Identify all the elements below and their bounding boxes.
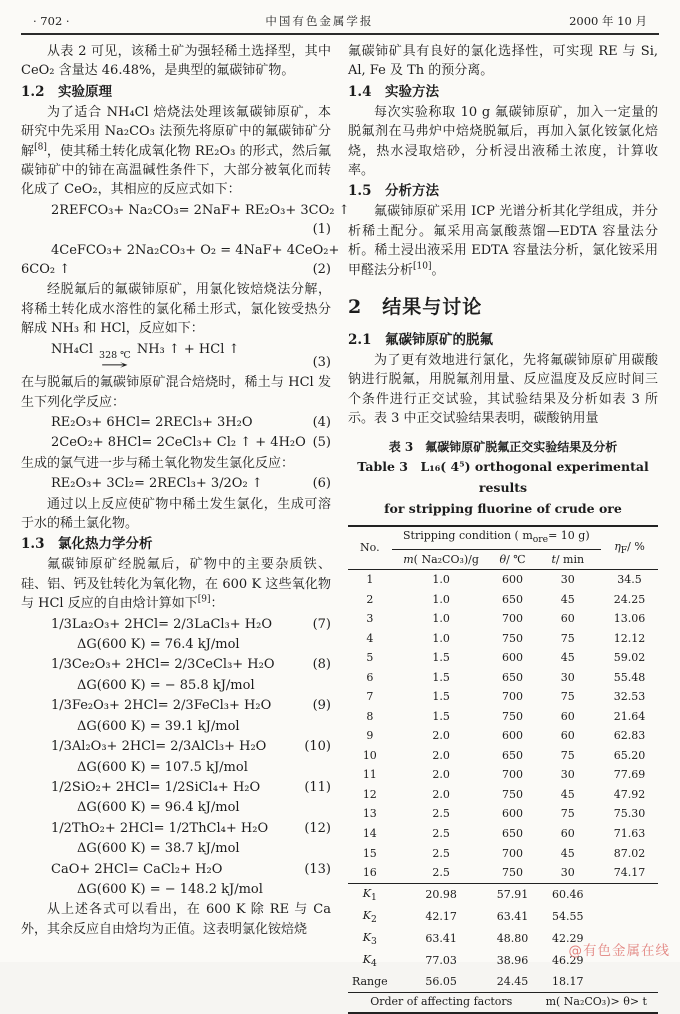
paragraph: 通过以上反应使矿物中稀土发生氯化，生成可溶于水的稀土氯化物。 [21,496,331,532]
stat-cell: 57.91 [491,883,535,906]
table-cell: 6 [366,670,374,684]
table-cell: 7 [366,690,374,704]
table-cell: 21.64 [613,709,646,723]
table-cell: 2 [366,592,374,606]
table-cell: 75.30 [613,807,646,821]
equation [21,241,340,280]
column-header-eta: $\eta_F/$ % [601,526,658,570]
table-cell: 2.0 [432,729,450,743]
stat-cell: 77.03 [425,954,457,968]
stat-row [348,906,658,928]
table-footer-row [348,992,658,1013]
table-cell: 12 [362,787,377,801]
equation-row [21,413,331,432]
table-row [348,609,658,629]
paragraph: 为了适合 NH₄Cl 焙烧法处理该氟碳铈原矿，本研究中先采用 Na₂CO₃ 法预先将原矿中的氟碳铈矿分解[8]，使其稀土转化成氧化物 RE₂O₃ 的形式，然后氟碳铈矿中的铈在高温碱性条件下，大部分被氧化而转化成了 CeO₂，其相应的反应式如下： [21,104,331,198]
table-caption-en-line: for stripping fluorine of crude ore [384,500,622,516]
table-cell: 13 [362,807,377,821]
equation-row [21,340,331,373]
table-row [348,805,658,825]
equation-number: (9) [312,698,331,714]
variable-symbol: θ [499,552,507,566]
stat-cell: 54.55 [552,909,584,923]
equation-number: (10) [304,739,331,755]
subscript: 1 [371,891,377,903]
paragraph: 为了更有效地进行氯化，先将氟碳铈原矿用碳酸钠进行脱氟，用脱氟剂用量、反应温度及反应时间三个条件进行正交试验，其试验结果及分析如表 3 所示。表 3 中正交试验结果表明，碳酸钠用量 [348,353,658,427]
column-subheader-2: t/ min [535,549,601,570]
equation-row [21,220,331,239]
variable-symbol: K [362,952,372,966]
table-cell: 60 [560,729,575,743]
table-cell: 75 [560,807,575,821]
column-header-stripping-condition: Stripping condition ( $m_{ore}= 10$ g) [392,526,601,550]
paragraph: 氟碳铈矿具有良好的氯化选择性，可实现 RE 与 Si, Al, Fe 及 Th 的预分离。 [348,44,658,79]
equation [21,696,331,715]
table-row [348,863,658,883]
table-cell: 60 [560,612,575,626]
delta-g-line: ΔG(600 K) = − 85.8 kJ/mol [77,677,255,693]
table-cell: 60 [560,709,575,723]
stat-cell-empty [601,972,658,992]
equation-body: 1/2SiO₂+ 2HCl= 1/2SiCl₄+ H₂O [51,779,261,795]
table-cell: 14 [362,827,377,840]
table-row [348,668,658,688]
table-cell: 650 [502,827,524,840]
column-header-no: No. [348,526,392,570]
table-cell: 24.25 [613,592,646,606]
paragraph: 从表 2 可见，该稀土矿为强轻稀土选择型，其中 CeO₂ 含量达 46.48%，是典型的氟碳铈矿物。 [21,44,331,79]
table-cell: 32.53 [613,690,646,704]
equation [21,860,331,879]
table-cell: 2.0 [432,748,450,762]
reference-superscript: [8] [34,142,47,153]
section-heading: 1.4 实验方法 [348,83,439,100]
table-cell: 1.5 [432,651,450,665]
table-cell: 600 [502,729,524,743]
stat-label [348,928,392,950]
equation-body: NH₄Cl 328 ℃ → NH₃ ↑ + HCl ↑ [51,341,240,374]
equation-row [21,260,331,279]
table-cell: 5 [366,651,374,665]
table-cell: 59.02 [613,651,646,665]
equation-row [21,433,331,452]
equation-row [21,201,350,220]
equation [21,201,350,240]
equation-number: (4) [312,415,331,430]
variable-symbol: t [551,552,556,566]
table-cell: 700 [502,612,524,626]
equation-row [21,737,331,756]
table-cell: 2.5 [432,866,450,880]
page-number: · 702 · [33,14,70,28]
section-heading: 1.2 实验原理 [21,83,112,100]
table-cell: 30 [560,768,575,782]
footer-label: Order of affecting factors [348,992,535,1013]
table-cell: 47.92 [613,787,646,801]
table-cell: 1.0 [432,592,450,606]
stat-cell: 38.96 [496,954,529,968]
reference-superscript: [9] [197,594,211,605]
variable-symbol: η [614,539,621,553]
delta-g-line: ΔG(600 K) = 39.1 kJ/mol [77,718,240,734]
table-cell: 30 [560,866,575,880]
equation-row [21,655,331,674]
table-cell: 65.20 [613,748,646,762]
delta-g-line: ΔG(600 K) = 96.4 kJ/mol [77,800,240,816]
subscript: ore [532,534,549,546]
table-cell: 55.48 [613,670,646,684]
table-cell: 9 [366,729,374,743]
paragraph: 在与脱氟后的氟碳铈原矿混合焙烧时，稀土与 HCl 发生下列化学反应： [21,375,331,410]
equation-number: (2) [312,262,331,278]
table-cell: 45 [560,592,575,606]
table-cell: 45 [560,787,575,801]
subscript: 2 [371,913,377,925]
table-row [348,590,658,610]
reaction-arrow [99,351,131,373]
stat-cell: 46.29 [552,954,584,968]
stat-cell: 24.45 [496,974,529,988]
table-row [348,629,658,649]
variable-symbol: K [362,886,372,900]
issue-date: 2000 年 10 月 [569,14,647,28]
equation-number: (7) [312,616,331,632]
table-cell: 1.0 [432,631,450,645]
table-cell: 1.0 [432,612,450,626]
page-header [21,13,659,29]
table-cell: 77.69 [613,768,646,782]
table-cell: 1.0 [432,573,450,587]
equation-body: 1/3La₂O₃+ 2HCl= 2/3LaCl₃+ H₂O [51,616,272,632]
stat-row [348,883,658,906]
table-cell: 60 [560,827,575,840]
table-cell: 1.5 [432,670,450,684]
left-column [21,42,350,1014]
section-heading: 2.1 氟碳铈原矿的脱氟 [348,332,493,349]
equation [21,655,331,674]
table-row [348,746,658,766]
table-row [348,687,658,707]
reference-superscript: [10] [413,261,432,272]
equation-row [21,474,331,493]
stat-cell: 20.98 [392,883,491,906]
watermark: @有色金属在线 [568,943,670,959]
table-row [348,648,658,668]
equation [21,737,331,756]
equation-body: 1/3Fe₂O₃+ 2HCl= 2/3FeCl₃+ H₂O [51,698,272,714]
stat-cell: 48.80 [496,932,529,946]
equation-body: 1/3Al₂O₃+ 2HCl= 2/3AlCl₃+ H₂O [51,739,267,755]
right-column [348,42,658,1014]
equation-row [21,615,331,634]
journal-title: 中国有色金属学报 [265,14,374,28]
paragraph: 经脱氟后的氟碳铈原矿，用氯化铵焙烧法分解，将稀土转化成水溶性的氯化稀土形式，氯化铵受热分解成 NH₃ 和 HCl，反应如下： [21,282,331,337]
table-cell: 650 [502,670,524,684]
table-cell: 1 [366,573,374,587]
table-cell: 30 [560,573,575,587]
equation-body: 2REFCO₃+ Na₂CO₃= 2NaF+ RE₂O₃+ 3CO₂ ↑ [51,202,350,218]
table-cell: 600 [502,807,524,821]
stat-label [348,883,392,906]
table-cell: 750 [502,866,524,880]
equation-number: (12) [304,820,331,836]
paragraph: 氟碳铈原矿采用 ICP 光谱分析其化学组成，并分析稀土配分。氟采用高氯酸蒸馏—EDTA 容量法分析。稀土浸出液采用 EDTA 容量法分析，氯化铵采用甲醛法分析[10]。 [348,204,658,278]
stat-cell: 63.41 [496,909,529,923]
variable-symbol: K [362,908,372,922]
table-cell: 3 [366,612,374,626]
equation [21,819,331,838]
delta-g-line: ΔG(600 K) = 38.7 kJ/mol [77,841,240,857]
delta-g-line: ΔG(600 K) = 76.4 kJ/mol [77,637,240,653]
table-cell: 10 [362,748,377,762]
equation-row [21,860,331,879]
equation [21,413,331,432]
stat-cell: 42.17 [425,909,457,923]
equation-number: (6) [312,476,331,492]
delta-g-line: ΔG(600 K) = − 148.2 kJ/mol [77,881,263,897]
table-cell: 11 [362,768,377,782]
subscript: 4 [371,958,377,970]
chapter-heading: 2 结果与讨论 [348,296,483,319]
equation-number: (11) [304,779,331,795]
section-heading: 1.5 分析方法 [348,183,439,200]
table-cell: 750 [502,709,524,723]
section-heading: 1.3 氯化热力学分析 [21,536,153,553]
stat-cell: 63.41 [425,932,457,946]
equation-body: 1/3Ce₂O₃+ 2HCl= 2/3CeCl₃+ H₂O [51,657,275,673]
table-cell: 2.5 [432,807,450,821]
table-cell: 15 [362,846,377,860]
equation-body: 6CO₂ ↑ [21,262,71,278]
table-cell: 750 [502,787,524,801]
table-cell: 1.5 [432,709,450,723]
table-cell: 71.63 [613,827,646,840]
table-caption-en-line: Table 3 L₁₆( 4⁵) orthogonal experimental results [357,458,649,495]
equation-row [21,696,331,715]
equation-body: 2CeO₂+ 8HCl= 2CeCl₃+ Cl₂ ↑ + 4H₂O [51,435,306,451]
stat-label: Range [351,974,388,988]
table-row [348,844,658,864]
equation-number: (13) [304,861,331,877]
delta-g-line: ΔG(600 K) = 107.5 kJ/mol [77,759,248,775]
table-cell: 74.17 [613,866,646,880]
table-row [348,727,658,747]
equation [21,474,331,493]
footer-value: m( Na₂CO₃)> θ> t [535,992,658,1013]
paragraph: 每次实验称取 10 g 氟碳铈原矿，加入一定量的脱氟剂在马弗炉中焙烧脱氟后，再加入氯化铵氯化焙烧，热水浸取焙砂，分析浸出液稀土浓度，计算收率。 [348,104,658,179]
column-subheader-0: m( Na₂CO₃)/g [392,549,491,570]
stat-row [348,972,658,992]
table-cell: 75 [560,631,575,645]
equation-number: (8) [312,657,331,673]
table-row [348,824,658,844]
stat-cell-empty [601,906,658,928]
table-cell: 62.83 [613,729,646,743]
table-row [348,766,658,786]
variable-symbol: m [403,552,414,566]
subscript: F [620,544,628,556]
equation-number: (5) [312,435,331,451]
table-cell: 2.0 [432,768,450,782]
right-arrow-icon: → [100,358,130,374]
column-subheader-1: θ/ ℃ [491,549,535,570]
table-header-row [348,526,658,550]
table-cell: 87.02 [613,846,646,860]
table-row [348,785,658,805]
table-cell: 600 [502,651,524,665]
equation-body: RE₂O₃+ 6HCl= 2RECl₃+ 3H₂O [51,415,253,430]
table-cell: 1.5 [432,690,450,704]
table-cell: 650 [502,748,524,762]
equation [21,778,331,797]
table-cell: 75 [560,690,575,704]
equation [21,433,331,452]
subscript: 3 [371,935,377,947]
stat-label [348,906,392,928]
two-column-body [21,42,659,1014]
table-cell: 700 [502,768,524,782]
table-caption-zh: 表 3 氟碳铈原矿脱氟正交实验结果及分析 [388,439,618,454]
paragraph: 从上述各式可以看出，在 600 K 除 RE 与 Ca 外，其余反应自由焓均为正值。这表明氯化铵焙烧 [21,902,331,937]
equation-body: 4CeFCO₃+ 2Na₂CO₃+ O₂ = 4NaF+ 4CeO₂+ [51,242,340,258]
table-row [348,570,658,590]
stat-cell: 60.46 [535,883,601,906]
table-cell: 700 [502,846,524,860]
table-cell: 4 [366,631,374,645]
equation-row [21,778,331,797]
table-cell: 12.12 [613,631,646,645]
equation-row [21,819,331,838]
table-cell: 45 [560,651,575,665]
table-cell: 2.0 [432,787,450,801]
equation-row [21,241,340,260]
table-caption-en [348,456,658,519]
equation [21,340,331,373]
stat-cell: 56.05 [425,974,457,988]
arrow-temperature-label: 328 ℃ [99,349,131,361]
equation-body: 1/2ThO₂+ 2HCl= 1/2ThCl₄+ H₂O [51,820,269,836]
table-cell: 2.5 [432,827,450,840]
table-cell: 34.5 [617,573,642,587]
variable-symbol: K [362,930,372,944]
stat-label [348,950,392,972]
equation-number: (1) [312,222,331,238]
stat-cell: 42.29 [552,932,584,946]
table-cell: 750 [502,631,524,645]
table-cell: 45 [560,846,575,860]
table-cell: 650 [502,592,524,606]
stat-cell: 18.17 [552,974,584,988]
equation-body: CaO+ 2HCl= CaCl₂+ H₂O [51,861,223,877]
table-cell: 13.06 [613,612,646,626]
table-cell: 600 [502,573,524,587]
paragraph: 氟碳铈原矿经脱氟后，矿物中的主要杂质铁、硅、铝、钙及钍转化为氧化物，在 600 K 这些氧化物与 HCl 反应的自由焓计算如下[9]： [21,557,331,612]
equation-number: (3) [312,354,331,370]
table-cell: 75 [560,748,575,762]
equation-body: RE₂O₃+ 3Cl₂= 2RECl₃+ 3/2O₂ ↑ [51,476,263,492]
stat-cell-empty [601,883,658,906]
table-cell: 16 [362,866,377,880]
table-row [348,707,658,727]
table-cell: 700 [502,690,524,704]
paragraph: 生成的氯气进一步与稀土氧化物发生氯化反应： [21,455,295,471]
table-cell: 2.5 [432,846,450,860]
table-cell: 30 [560,670,575,684]
header-rule [21,33,659,35]
equation [21,615,331,634]
table-cell: 8 [366,709,374,723]
